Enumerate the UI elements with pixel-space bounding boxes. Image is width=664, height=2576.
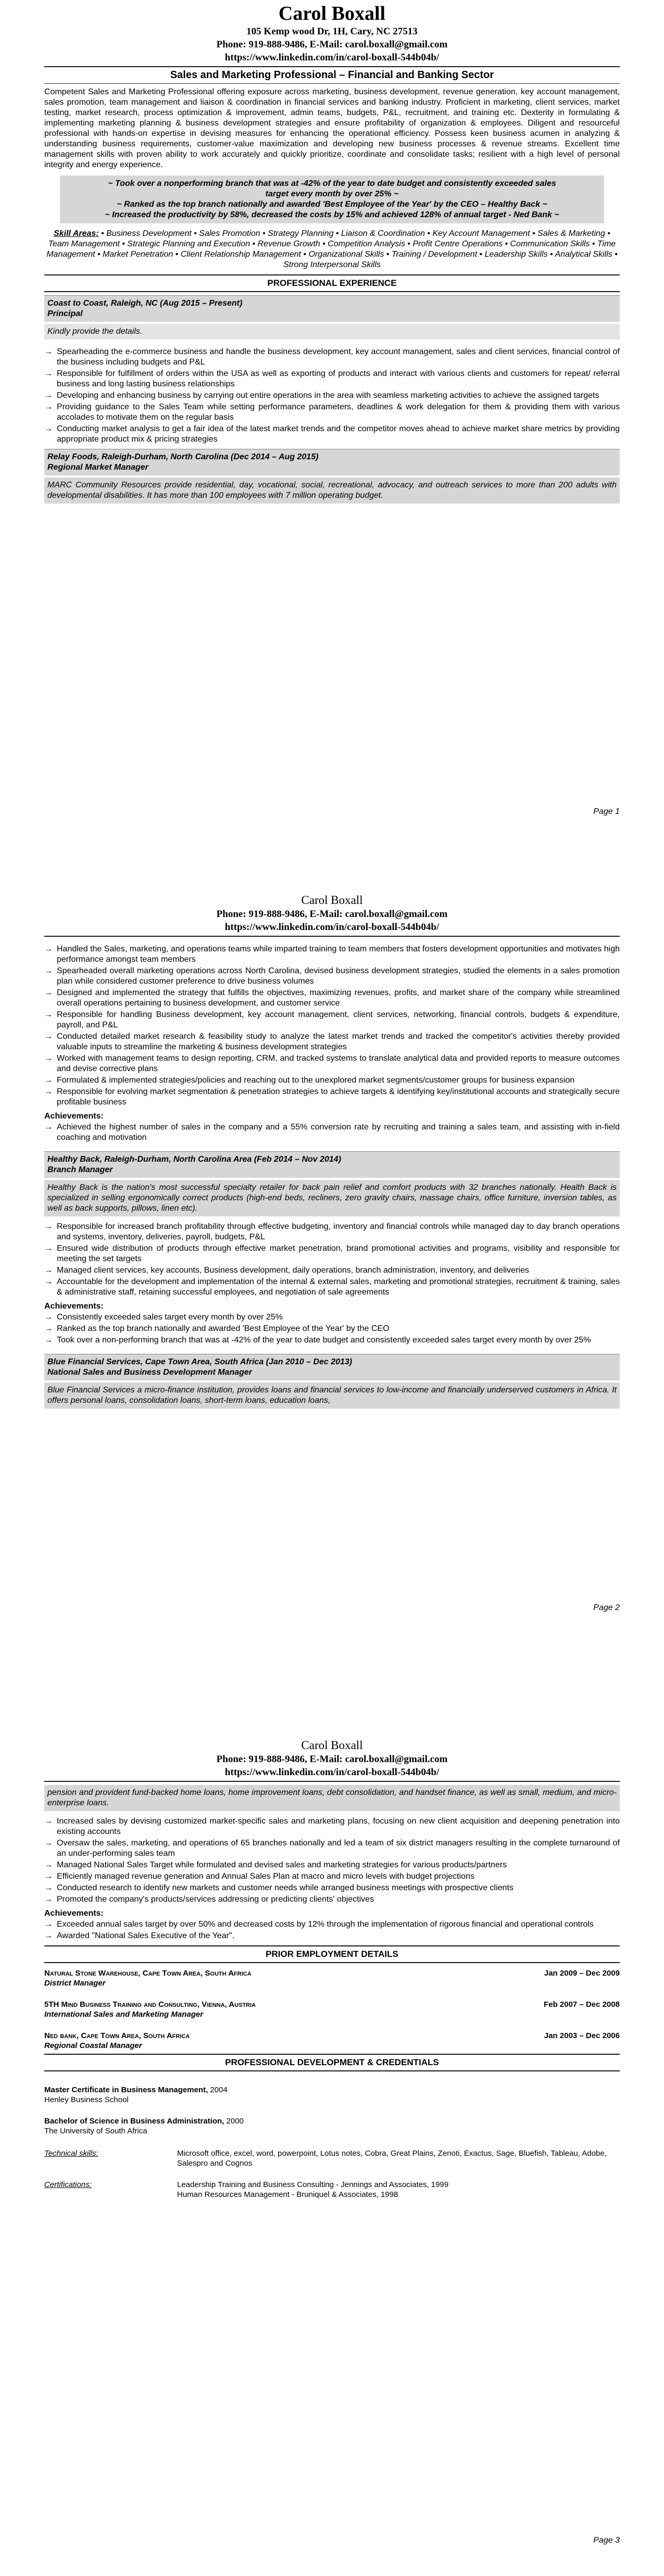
page-number: Page 3 xyxy=(593,2536,620,2545)
section-title-experience: PROFESSIONAL EXPERIENCE xyxy=(267,278,397,288)
list-item: → Designed and implemented the strategy that fulfills the objectives, maximizing revenues, profits, and market share of the company while streamlined overall operations pertaining to business development, and customer service xyxy=(44,988,620,1009)
highlight: ~ Took over a nonperforming branch that was at -42% of the year to date budget and consistently exceeded sales target every month by over 25% ~ xyxy=(108,179,556,198)
page-number: Page 1 xyxy=(593,807,620,816)
resume-page-2 xyxy=(0,859,664,1717)
list-item: → Spearheaded overall marketing operations across North Carolina, devised business development strategies, studied the elements in a sales promotion plan while considered customer preference to drive business volumes xyxy=(44,966,620,987)
list-item: → Responsible for evolving market segmentation & penetration strategies to achieve targets & identifying key/institutional accounts and strategically secure profitable business xyxy=(44,1087,620,1108)
list-item: → Handled the Sales, marketing, and operations teams while imparted training to team members that fosters development opportunities and motivates high performance amongst team members xyxy=(44,944,620,965)
job-header xyxy=(44,449,620,475)
list-item: → Responsible for fulfillment of orders within the USA as well as exporting of products and interact with various clients and customers for repeat/ referral business and long lasting business relationships xyxy=(44,369,620,389)
divider xyxy=(44,83,620,84)
technical-skills-value: Microsoft office, excel, word, powerpoint, Lotus notes, Cobra, Great Plains, Zenoti, Exactus, Sage, Bluefish, Tableau, Adobe, Salespro and Cognos xyxy=(177,2149,607,2168)
list-item: → Awarded "National Sales Executive of the Year". xyxy=(44,1931,620,1941)
achievements-list xyxy=(44,1122,620,1143)
prior-company: Ned bank, Cape Town Area, South Africa xyxy=(44,2031,190,2040)
job-bullets xyxy=(44,1222,620,1298)
profile-summary: Competent Sales and Marketing Professional offering exposure across marketing, business development, revenue generation, key account management, sales promotion, team management and liaison & coordination in financial services and banking industry. Proficient in marketing, client services, market testing, market research, process optimization & improvement, admin teams, budgets, P&L, recruitment, and training etc. Dexterity in formulating & implementing marketing planning & business development strategies and ensure profitability of organization & employees. Diligent and resourceful professional with hands-on expertise in devising measures for enhancing the operational efficiency. Possess keen business acumen in analyzing & understanding business requirements, customer-value maximization and developing new business processes & revenue streams. Excellent time management skills with proven ability to work accurately and quickly prioritize, coordinate and consolidate tasks; resilient with a high level of personal integrity and energy experience. xyxy=(44,87,620,169)
list-item: → Managed client services, key accounts, Business development, daily operations, branch administration, inventory, and deliveries xyxy=(44,1265,620,1276)
contact-line: Phone: 919-888-9486, E-Mail: carol.boxall@gmail.com xyxy=(216,909,448,920)
degree-year: 2004 xyxy=(208,2085,228,2094)
list-item: → Conducted detailed market research & feasibility study to analyze the latest market trends and tracked the competitor's activities thereby provided valuable inputs to streamline the marketing & business development strategies xyxy=(44,1032,620,1052)
list-item: → Promoted the company's products/services addressing or predicting clients' objectives xyxy=(44,1894,620,1905)
skill-areas-list: • Business Development • Sales Promotion • Strategy Planning • Liaison & Coordination • Key Account Management • Sales & Marketing • Team Management • Strategic Planning and Execution • Revenue Growth • Competition Analysis • Profit Centre Operations • Communication Skills • Time Management • Market Penetration • Client Relationship Management • Organizational Skills • Training / Development • Leadership Skills • Analytical Skills • Strong Interpersonal Skills xyxy=(46,229,618,269)
list-item: → Accountable for the development and implementation of the internal & external sales, marketing and promotional strategies, recruitment & training, sales & administrative staff, retaining successful employees, and negotiation of sale agreements xyxy=(44,1277,620,1298)
list-item: → Efficiently managed revenue generation and Annual Sales Plan at macro and micro levels with budget projections xyxy=(44,1871,620,1882)
list-item: → Exceeded annual sales target by over 50% and decreased costs by 12% through the implementation of rigorous financial and operational controls xyxy=(44,1919,620,1930)
contact-line: Phone: 919-888-9486, E-Mail: carol.boxall@gmail.com xyxy=(216,39,448,50)
linkedin-link[interactable]: https://www.linkedin.com/in/carol-boxall-544b04b/ xyxy=(224,922,440,933)
job-role: Principal xyxy=(47,309,83,318)
prior-dates: Jan 2003 – Dec 2006 xyxy=(544,2031,620,2040)
skill-areas xyxy=(44,229,620,270)
list-item: → Increased sales by devising customized market-specific sales and marketing plans, focusing on new client acquisition and deepening penetration into existing accounts xyxy=(44,1816,620,1837)
technical-skills xyxy=(44,2148,620,2168)
job-bullets xyxy=(44,1816,620,1905)
list-item: → Ranked as the top branch nationally and awarded 'Best Employee of the Year' by the CEO xyxy=(44,1324,620,1334)
list-item: → Managed National Sales Target while formulated and devised sales and marketing strategies for various products/partners xyxy=(44,1860,620,1870)
prior-role: District Manager xyxy=(44,1979,106,1988)
linkedin-link[interactable]: https://www.linkedin.com/in/carol-boxall-544b04b/ xyxy=(224,1767,440,1778)
prior-company: 5TH Mind Business Training and Consulting, Vienna, Austria xyxy=(44,2000,256,2009)
degree: Bachelor of Science in Business Administration, xyxy=(44,2117,224,2126)
list-item: → Formulated & implemented strategies/policies and reaching out to the unexplored market segments/customer groups for business expansion xyxy=(44,1075,620,1086)
list-item: → Conducted research to identify new markets and customer needs while arranged business meetings with prospective clients xyxy=(44,1883,620,1893)
prior-company: Natural Stone Warehouse, Cape Town Area, South Africa xyxy=(44,1969,252,1978)
certifications xyxy=(44,2180,620,2200)
resume-page-1 xyxy=(0,0,664,859)
divider xyxy=(44,2070,620,2071)
list-item: → Ensured wide distribution of products through effective market penetration, brand promotional activities and programs, visibility and responsible for meeting the set targets xyxy=(44,1243,620,1264)
certifications-label: Certifications: xyxy=(44,2180,92,2189)
job-bullets xyxy=(44,944,620,1108)
divider xyxy=(44,1781,620,1782)
prior-job xyxy=(44,1968,620,1978)
job-description: MARC Community Resources provide residential, day, vocational, social, recreational, advocacy, and outreach services to more than 200 adults with developmental disabilities. It has more than 100 employees with 7 million operating budget. xyxy=(44,477,620,504)
section-title-development: PROFESSIONAL DEVELOPMENT & CREDENTIALS xyxy=(225,2057,439,2067)
list-item: → Worked with management teams to design reporting, CRM, and tracked systems to translate analytical data and provided reports to measure outcomes and devise corrective plans xyxy=(44,1053,620,1074)
job-description: Healthy Back is the nation's most successful specialty retailer for back pain relief and comfort products with 32 branches nationally. Health Back is specialized in selling ergonomically correct products (high-end beds, recliners, zero gravity chairs, massage chairs, office furniture, inversion tables, as well as back supports, pillows, linen etc). xyxy=(44,1180,620,1216)
prior-dates: Feb 2007 – Dec 2008 xyxy=(544,2000,620,2009)
resume-header xyxy=(44,0,620,64)
highlight: ~ Increased the productivity by 58%, decreased the costs by 15% and achieved 128% of annual target - Ned Bank ~ xyxy=(105,210,559,219)
list-item: → Responsible for handling Business development, key account management, client services, networking, financial controls, budgets & expenditure, payroll, and P&L xyxy=(44,1010,620,1031)
job-company: Coast to Coast, Raleigh, NC (Aug 2015 – Present) xyxy=(47,299,243,308)
job-bullets xyxy=(44,347,620,445)
resume-header xyxy=(44,1717,620,1779)
address: 105 Kemp wood Dr, 1H, Cary, NC 27513 xyxy=(246,26,418,37)
list-item: → Oversaw the sales, marketing, and operations of 65 branches nationally and led a team of six district managers resulting in the complete turnaround of an under-performing sales team xyxy=(44,1838,620,1859)
list-item: → Spearheading the e-commerce business and handle the business development, key account management, sales and client services, financial control of the business including budgets and P&L xyxy=(44,347,620,368)
degree-year: 2000 xyxy=(224,2117,244,2126)
job-role: Branch Manager xyxy=(47,1165,113,1174)
degree: Master Certificate in Business Management, xyxy=(44,2085,208,2094)
list-item: → Consistently exceeded sales target every month by over 25% xyxy=(44,1312,620,1323)
candidate-name: Carol Boxall xyxy=(301,1739,363,1752)
divider xyxy=(44,291,620,292)
contact-line: Phone: 919-888-9486, E-Mail: carol.boxall@gmail.com xyxy=(216,1754,448,1765)
certification: Leadership Training and Business Consulting - Jennings and Associates, 1999 xyxy=(177,2180,449,2189)
linkedin-link[interactable]: https://www.linkedin.com/in/carol-boxall-544b04b/ xyxy=(224,52,440,63)
prior-role: Regional Coastal Manager xyxy=(44,2041,142,2050)
divider xyxy=(44,1962,620,1963)
list-item: → Responsible for increased branch profitability through effective budgeting, inventory and financial controls while managed day to day branch operations and systems, inventory, deliveries, payroll, budgets, P&L xyxy=(44,1222,620,1242)
section-title-prior: PRIOR EMPLOYMENT DETAILS xyxy=(266,1949,398,1959)
list-item: → Developing and enhancing business by carrying out entire operations in the area with seamless marketing activities to achieve the assigned targets xyxy=(44,391,620,401)
job-description: Kindly provide the details. xyxy=(44,324,620,340)
school: Henley Business School xyxy=(44,2095,129,2104)
divider xyxy=(44,936,620,937)
achievements-label: Achievements: xyxy=(44,1302,104,1311)
achievements-label: Achievements: xyxy=(44,1909,104,1918)
achievements-list xyxy=(44,1312,620,1346)
candidate-name: Carol Boxall xyxy=(278,3,386,24)
job-header xyxy=(44,1354,620,1380)
job-description: Blue Financial Services a micro-finance institution, provides loans and financial services to low-income and financially underserved customers in Africa. It offers personal loans, consolidation loans, short-term loans, education loans, xyxy=(44,1383,620,1409)
list-item: → Achieved the highest number of sales in the company and a 55% conversion rate by recruiting and training a sales team, and assisting with in-field coaching and motivation xyxy=(44,1122,620,1143)
candidate-name: Carol Boxall xyxy=(301,894,363,907)
list-item: → Conducting market analysis to get a fair idea of the latest market trends and the competitor moves ahead to achieve market share metrics by providing appropriate product mix & pricing strategies xyxy=(44,424,620,445)
page-number: Page 2 xyxy=(593,1603,620,1612)
certification: Human Resources Management - Bruniquel & Associates, 1998 xyxy=(177,2190,398,2199)
prior-dates: Jan 2009 – Dec 2009 xyxy=(544,1969,620,1978)
job-header xyxy=(44,1151,620,1178)
school: The University of South Africa xyxy=(44,2127,147,2135)
job-header xyxy=(44,295,620,322)
achievements-list xyxy=(44,1919,620,1941)
skill-areas-label: Skill Areas: xyxy=(54,229,99,238)
prior-role: International Sales and Marketing Manager xyxy=(44,2010,204,2019)
job-company: Blue Financial Services, Cape Town Area, South Africa (Jan 2010 – Dec 2013) xyxy=(47,1358,353,1366)
job-company: Relay Foods, Raleigh-Durham, North Carolina (Dec 2014 – Aug 2015) xyxy=(47,453,319,461)
technical-skills-label: Technical skills: xyxy=(44,2149,98,2158)
resume-header xyxy=(44,859,620,934)
education-entry xyxy=(44,2085,620,2105)
resume-page-3 xyxy=(0,1717,664,2576)
list-item: → Took over a non-performing branch that was at -42% of the year to date budget and consistently exceeded sales target every month by over 25% xyxy=(44,1335,620,1346)
achievements-label: Achievements: xyxy=(44,1112,104,1121)
job-company: Healthy Back, Raleigh-Durham, North Carolina Area (Feb 2014 – Nov 2014) xyxy=(47,1155,342,1164)
list-item: → Providing guidance to the Sales Team while setting performance parameters, deadlines & work delegation for them & providing them with various accolades to motivate them on the regular basis xyxy=(44,402,620,423)
job-role: Regional Market Manager xyxy=(47,463,148,472)
prior-job xyxy=(44,2000,620,2009)
education-entry xyxy=(44,2116,620,2136)
highlight: ~ Ranked as the top branch nationally and awarded 'Best Employee of the Year' by the CEO – Healthy Back ~ xyxy=(117,200,547,209)
job-role: National Sales and Business Development Manager xyxy=(47,1368,253,1377)
career-highlights xyxy=(60,175,604,223)
prior-job xyxy=(44,2031,620,2041)
headline: Sales and Marketing Professional – Financial and Banking Sector xyxy=(170,69,494,81)
job-description: pension and provident fund-backed home loans, home improvement loans, debt consolidation, and handset finance, as well as small, medium, and micro-enterprise loans. xyxy=(44,1785,620,1811)
